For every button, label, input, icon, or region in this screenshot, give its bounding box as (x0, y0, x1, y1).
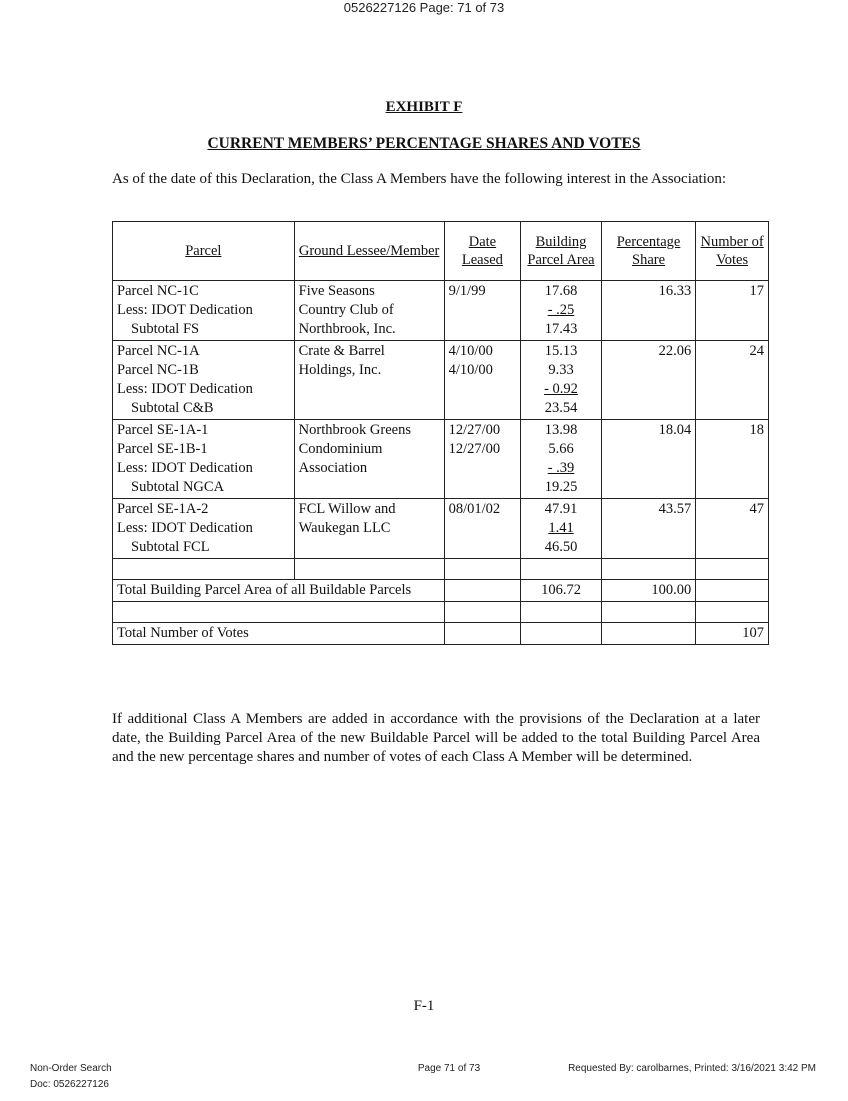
header-share: Percentage Share (601, 222, 696, 281)
table-row (113, 420, 769, 499)
lessee-line: Holdings, Inc. (298, 362, 382, 378)
table-header-row (113, 222, 769, 281)
area-line: - 0.92 (544, 381, 578, 397)
footer-search-type: Non-Order Search (30, 1063, 112, 1074)
footer-requested-by: Requested By: carolbarnes, Printed: 3/16/2021 3:42 PM (568, 1063, 816, 1074)
lessee-cell (294, 341, 444, 420)
area-line: - .25 (547, 302, 575, 318)
date-line: 4/10/00 (448, 343, 493, 359)
date-line: 08/01/02 (448, 501, 501, 517)
lessee-cell (294, 499, 444, 559)
parcel-line: Less: IDOT Dedication (117, 460, 253, 476)
intro-paragraph: As of the date of this Declaration, the Class A Members have the following interest in the Association: (112, 171, 727, 187)
lessee-line: Condominium (298, 441, 383, 457)
date-line: 12/27/00 (448, 422, 501, 438)
exhibit-title: EXHIBIT F (385, 99, 463, 115)
parcel-line: Less: IDOT Dedication (117, 302, 253, 318)
lessee-line: Waukegan LLC (298, 520, 391, 536)
area-cell (521, 499, 602, 559)
table-row (113, 341, 769, 420)
footer-doc-number: Doc: 0526227126 (30, 1079, 109, 1090)
lessee-line: Association (298, 460, 368, 476)
area-line: 13.98 (544, 422, 578, 438)
subtotal-label: Subtotal C&B (131, 400, 214, 416)
date-line: 9/1/99 (448, 283, 486, 299)
header-votes: Number of Votes (696, 222, 769, 281)
area-line: 17.68 (544, 283, 578, 299)
total-votes-label: Total Number of Votes (113, 623, 445, 645)
date-line: 12/27/00 (448, 441, 501, 457)
parcel-line: Parcel NC-1A (117, 343, 200, 359)
area-cell (521, 420, 602, 499)
header-lessee: Ground Lessee/Member (294, 222, 444, 281)
area-subtotal: 19.25 (544, 479, 578, 495)
parcel-cell (113, 420, 295, 499)
header-date: Date Leased (444, 222, 521, 281)
lessee-line: FCL Willow and (298, 501, 396, 517)
spacer-row (113, 602, 769, 623)
subtotal-label: Subtotal FCL (131, 539, 210, 555)
area-line: 9.33 (548, 362, 574, 378)
date-cell (444, 420, 521, 499)
date-cell (444, 281, 521, 341)
date-line: 4/10/00 (448, 362, 493, 378)
date-cell (444, 341, 521, 420)
area-cell (521, 281, 602, 341)
document-subtitle: CURRENT MEMBERS’ PERCENTAGE SHARES AND VOTES (207, 135, 641, 152)
spacer-row (113, 559, 769, 580)
page-number: F-1 (413, 998, 435, 1014)
area-line: 1.41 (548, 520, 574, 536)
parcel-line: Parcel NC-1C (117, 283, 199, 299)
document-page-header: 0526227126 Page: 71 of 73 (343, 0, 505, 15)
parcel-cell (113, 499, 295, 559)
lessee-line: Five Seasons (298, 283, 375, 299)
area-line: 15.13 (544, 343, 578, 359)
date-cell (444, 499, 521, 559)
area-line: 5.66 (548, 441, 574, 457)
share-cell: 22.06 (601, 341, 696, 420)
members-table (112, 221, 769, 645)
lessee-cell (294, 420, 444, 499)
lessee-line: Country Club of (298, 302, 394, 318)
area-line: 47.91 (544, 501, 578, 517)
area-cell (521, 341, 602, 420)
area-subtotal: 17.43 (544, 321, 578, 337)
header-parcel: Parcel (113, 222, 295, 281)
lessee-line: Northbrook, Inc. (298, 321, 396, 337)
total-area-value: 106.72 (521, 580, 602, 602)
parcel-line: Parcel NC-1B (117, 362, 199, 378)
votes-cell: 17 (696, 281, 769, 341)
lessee-cell (294, 281, 444, 341)
lessee-line: Crate & Barrel (298, 343, 385, 359)
share-cell: 43.57 (601, 499, 696, 559)
total-votes-row (113, 623, 769, 645)
closing-paragraph: If additional Class A Members are added in accordance with the provisions of the Declaration at a later date, the Building Parcel Area of the new Buildable Parcel will be added to the total Building Parcel Area and the new percentage shares and number of votes of each Class A Member will be determined. (112, 711, 760, 765)
footer-page-count: Page 71 of 73 (417, 1063, 481, 1074)
total-votes-value: 107 (696, 623, 769, 645)
votes-cell: 24 (696, 341, 769, 420)
table-row (113, 281, 769, 341)
parcel-cell (113, 281, 295, 341)
parcel-line: Parcel SE-1B-1 (117, 441, 208, 457)
parcel-line: Less: IDOT Dedication (117, 520, 253, 536)
lessee-line: Northbrook Greens (298, 422, 411, 438)
votes-cell: 18 (696, 420, 769, 499)
parcel-line: Parcel SE-1A-2 (117, 501, 209, 517)
area-line: - .39 (547, 460, 575, 476)
subtotal-label: Subtotal NGCA (131, 479, 225, 495)
share-cell: 18.04 (601, 420, 696, 499)
total-area-label: Total Building Parcel Area of all Buildable Parcels (113, 580, 445, 602)
area-subtotal: 46.50 (544, 539, 578, 555)
table-row (113, 499, 769, 559)
share-cell: 16.33 (601, 281, 696, 341)
votes-cell: 47 (696, 499, 769, 559)
parcel-line: Less: IDOT Dedication (117, 381, 253, 397)
subtotal-label: Subtotal FS (131, 321, 200, 337)
total-area-row (113, 580, 769, 602)
header-area: Building Parcel Area (521, 222, 602, 281)
total-share-value: 100.00 (601, 580, 696, 602)
parcel-cell (113, 341, 295, 420)
parcel-line: Parcel SE-1A-1 (117, 422, 209, 438)
area-subtotal: 23.54 (544, 400, 578, 416)
